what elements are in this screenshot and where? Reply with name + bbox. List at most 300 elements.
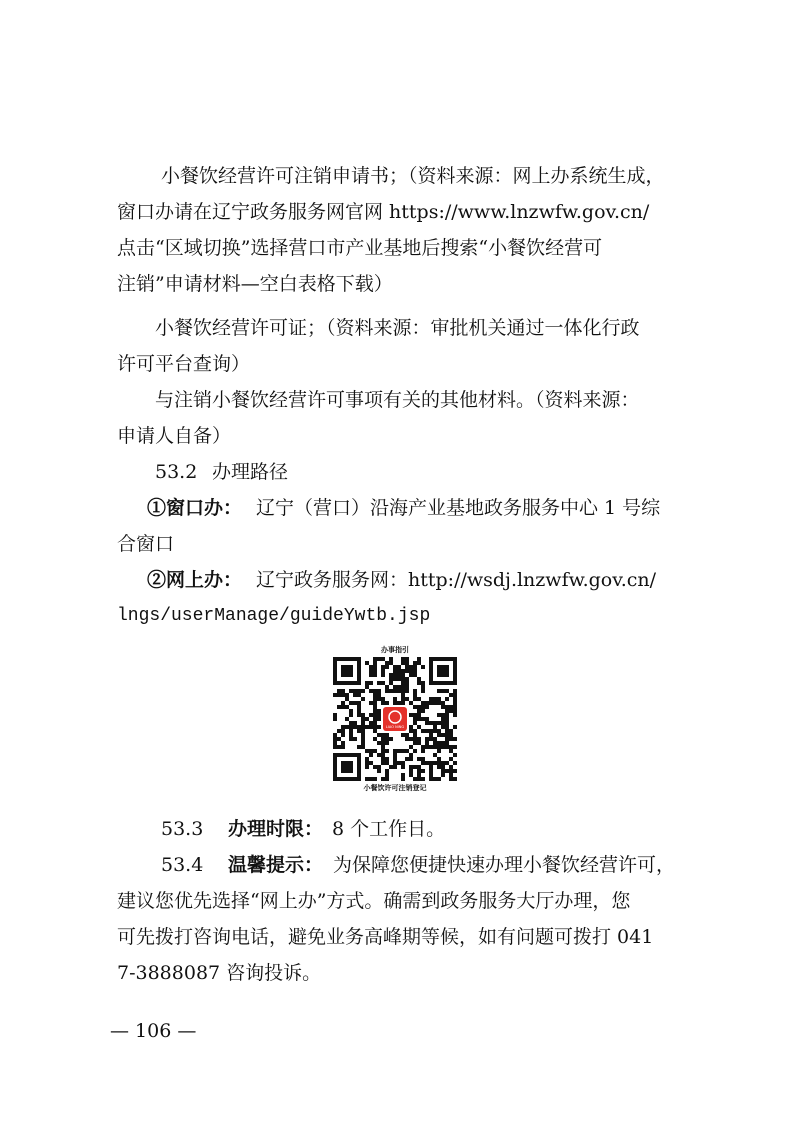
qr-module <box>429 737 433 741</box>
qr-module <box>417 657 421 661</box>
qr-module <box>441 741 445 745</box>
qr-module <box>445 761 449 765</box>
qr-module <box>333 737 337 741</box>
qr-module <box>385 689 389 693</box>
paragraph-text: 与注销小餐饮经营许可事项有关的其他材料。（资料来源： <box>155 389 640 411</box>
qr-module <box>393 665 397 669</box>
qr-module <box>357 729 361 733</box>
qr-module <box>349 721 353 725</box>
paragraph-text: 许可平台查询） <box>117 353 251 375</box>
qr-module <box>369 761 373 765</box>
qr-module <box>445 737 449 741</box>
qr-code[interactable] <box>333 657 457 781</box>
qr-module <box>333 713 337 717</box>
qr-module <box>345 725 349 729</box>
qr-module <box>437 757 441 761</box>
qr-module <box>445 717 449 721</box>
qr-module <box>401 677 405 681</box>
qr-module <box>417 765 421 769</box>
qr-module <box>373 729 377 733</box>
qr-module <box>373 705 377 709</box>
qr-module <box>349 729 353 733</box>
qr-module <box>353 737 357 741</box>
qr-module <box>405 677 409 681</box>
qr-module <box>421 757 425 761</box>
qr-module <box>429 729 433 733</box>
qr-module <box>373 673 377 677</box>
qr-module <box>401 685 405 689</box>
qr-module <box>337 705 341 709</box>
qr-module <box>449 693 453 697</box>
qr-module <box>409 765 413 769</box>
qr-module <box>361 717 365 721</box>
qr-module <box>373 777 377 781</box>
qr-module <box>377 725 381 729</box>
qr-module <box>393 701 397 705</box>
qr-module <box>409 665 413 669</box>
qr-module <box>441 721 445 725</box>
qr-module <box>453 725 457 729</box>
qr-module <box>393 765 397 769</box>
qr-module <box>449 737 453 741</box>
qr-module <box>449 749 453 753</box>
qr-module <box>365 749 369 753</box>
qr-module <box>389 765 393 769</box>
qr-module <box>385 737 389 741</box>
qr-module <box>381 741 385 745</box>
qr-module <box>449 709 453 713</box>
section-label: 温馨提示： <box>228 854 324 876</box>
qr-module <box>429 769 433 773</box>
qr-module <box>445 721 449 725</box>
qr-module <box>421 761 425 765</box>
qr-module <box>385 733 389 737</box>
qr-module <box>389 737 393 741</box>
qr-module <box>413 713 417 717</box>
paragraph-text: 建议您优先选择“网上办”方式。确需到政务服务大厅办理，您 <box>117 890 631 912</box>
qr-module <box>433 741 437 745</box>
qr-module <box>421 709 425 713</box>
qr-module <box>409 745 413 749</box>
qr-module <box>369 673 373 677</box>
qr-module <box>417 737 421 741</box>
qr-module <box>417 697 421 701</box>
qr-module <box>381 777 385 781</box>
qr-module <box>417 777 421 781</box>
qr-module <box>449 757 453 761</box>
qr-module <box>413 729 417 733</box>
paragraph-text: 合窗口 <box>117 533 175 555</box>
qr-module <box>417 769 421 773</box>
qr-module <box>369 713 373 717</box>
qr-module <box>425 737 429 741</box>
qr-module <box>433 721 437 725</box>
qr-module <box>441 717 445 721</box>
qr-module <box>385 777 389 781</box>
qr-module <box>429 721 433 725</box>
qr-module <box>417 677 421 681</box>
qr-module <box>429 777 433 781</box>
qr-module <box>393 753 397 757</box>
qr-module <box>357 693 361 697</box>
qr-finder-center <box>341 761 353 773</box>
qr-module <box>349 713 353 717</box>
qr-module <box>401 749 405 753</box>
qr-module <box>401 669 405 673</box>
qr-module <box>341 693 345 697</box>
qr-module <box>445 697 449 701</box>
qr-module <box>373 721 377 725</box>
qr-module <box>373 749 377 753</box>
qr-module <box>393 761 397 765</box>
qr-module <box>385 757 389 761</box>
qr-module <box>385 773 389 777</box>
qr-module <box>437 721 441 725</box>
qr-module <box>413 665 417 669</box>
qr-module <box>377 681 381 685</box>
online-label: ②网上办： <box>147 569 243 591</box>
qr-module <box>373 693 377 697</box>
paragraph-text: 7-3888087 咨询投诉。 <box>117 962 322 984</box>
qr-module <box>409 753 413 757</box>
qr-module <box>349 733 353 737</box>
qr-module <box>397 761 401 765</box>
qr-module <box>357 705 361 709</box>
qr-module <box>361 725 365 729</box>
qr-module <box>417 709 421 713</box>
qr-module <box>385 761 389 765</box>
qr-module <box>401 761 405 765</box>
qr-module <box>453 705 457 709</box>
qr-module <box>437 713 441 717</box>
qr-module <box>425 701 429 705</box>
qr-module <box>453 709 457 713</box>
qr-module <box>437 697 441 701</box>
qr-module <box>357 725 361 729</box>
qr-module <box>369 749 373 753</box>
qr-module <box>373 689 377 693</box>
qr-module <box>361 745 365 749</box>
qr-finder-center <box>341 665 353 677</box>
qr-module <box>349 737 353 741</box>
qr-module <box>441 765 445 769</box>
qr-module <box>417 681 421 685</box>
qr-module <box>409 701 413 705</box>
window-text: 辽宁（营口）沿海产业基地政务服务中心 1 号综 <box>256 497 661 519</box>
qr-module <box>429 761 433 765</box>
qr-module <box>385 685 389 689</box>
qr-module <box>433 729 437 733</box>
qr-module <box>445 705 449 709</box>
qr-module <box>409 757 413 761</box>
qr-module <box>453 777 457 781</box>
qr-module <box>401 773 405 777</box>
qr-module <box>453 701 457 705</box>
qr-module <box>453 753 457 757</box>
qr-module <box>333 745 337 749</box>
qr-module <box>453 761 457 765</box>
qr-module <box>337 729 341 733</box>
qr-module <box>369 725 373 729</box>
qr-module <box>353 689 357 693</box>
qr-module <box>369 721 373 725</box>
qr-module <box>437 701 441 705</box>
qr-module <box>341 733 345 737</box>
qr-module <box>437 741 441 745</box>
qr-module <box>393 685 397 689</box>
qr-module <box>413 705 417 709</box>
qr-module <box>453 697 457 701</box>
qr-module <box>441 769 445 773</box>
qr-module <box>437 749 441 753</box>
qr-module <box>349 689 353 693</box>
qr-module <box>413 661 417 665</box>
qr-module <box>409 673 413 677</box>
qr-module <box>433 697 437 701</box>
qr-module <box>377 717 381 721</box>
qr-module <box>421 729 425 733</box>
qr-module <box>449 773 453 777</box>
qr-module <box>369 669 373 673</box>
qr-module <box>361 721 365 725</box>
qr-module <box>357 713 361 717</box>
qr-module <box>353 721 357 725</box>
qr-module <box>385 661 389 665</box>
qr-module <box>421 701 425 705</box>
qr-module <box>373 717 377 721</box>
qr-module <box>389 673 393 677</box>
qr-module <box>425 741 429 745</box>
qr-module <box>357 745 361 749</box>
qr-module <box>385 749 389 753</box>
qr-module <box>377 741 381 745</box>
qr-module <box>433 725 437 729</box>
qr-module <box>413 733 417 737</box>
qr-module <box>413 697 417 701</box>
qr-module <box>433 745 437 749</box>
qr-module <box>365 685 369 689</box>
qr-module <box>377 689 381 693</box>
qr-module <box>405 669 409 673</box>
qr-module <box>437 761 441 765</box>
qr-module <box>373 701 377 705</box>
qr-module <box>441 761 445 765</box>
qr-module <box>377 697 381 701</box>
qr-module <box>437 777 441 781</box>
qr-module <box>453 713 457 717</box>
qr-module <box>421 705 425 709</box>
qr-module <box>401 777 405 781</box>
qr-module <box>333 693 337 697</box>
qr-module <box>389 657 393 661</box>
qr-finder-center <box>437 665 449 677</box>
qr-module <box>425 729 429 733</box>
qr-module <box>453 745 457 749</box>
qr-module <box>437 729 441 733</box>
qr-module <box>413 673 417 677</box>
qr-module <box>441 725 445 729</box>
qr-module <box>429 701 433 705</box>
qr-module <box>441 745 445 749</box>
qr-module <box>365 777 369 781</box>
qr-module <box>381 697 385 701</box>
qr-module <box>381 701 385 705</box>
qr-module <box>421 681 425 685</box>
qr-module <box>345 705 349 709</box>
qr-module <box>437 733 441 737</box>
qr-module <box>413 689 417 693</box>
qr-module <box>389 661 393 665</box>
qr-module <box>365 765 369 769</box>
qr-module <box>421 689 425 693</box>
qr-module <box>373 661 377 665</box>
qr-module <box>405 665 409 669</box>
qr-module <box>361 713 365 717</box>
qr-module <box>341 705 345 709</box>
qr-module <box>337 689 341 693</box>
qr-module <box>441 705 445 709</box>
qr-module <box>433 737 437 741</box>
qr-module <box>405 757 409 761</box>
qr-module <box>445 709 449 713</box>
qr-module <box>349 701 353 705</box>
qr-module <box>441 773 445 777</box>
qr-module <box>341 741 345 745</box>
qr-module <box>445 729 449 733</box>
qr-module <box>365 681 369 685</box>
qr-module <box>449 733 453 737</box>
qr-module <box>373 709 377 713</box>
qr-module <box>361 689 365 693</box>
qr-module <box>353 725 357 729</box>
qr-module <box>357 709 361 713</box>
qr-module <box>433 777 437 781</box>
qr-module <box>421 685 425 689</box>
qr-module <box>405 689 409 693</box>
qr-module <box>349 709 353 713</box>
qr-module <box>425 705 429 709</box>
qr-module <box>389 689 393 693</box>
qr-module <box>373 657 377 661</box>
qr-module <box>333 733 337 737</box>
qr-module <box>349 725 353 729</box>
qr-module <box>421 745 425 749</box>
qr-module <box>397 689 401 693</box>
qr-module <box>393 689 397 693</box>
qr-module <box>397 673 401 677</box>
qr-module <box>381 669 385 673</box>
qr-module <box>405 697 409 701</box>
qr-module <box>409 669 413 673</box>
qr-module <box>417 713 421 717</box>
qr-module <box>409 729 413 733</box>
qr-module <box>377 733 381 737</box>
qr-module <box>441 733 445 737</box>
qr-module <box>417 741 421 745</box>
paragraph-text: 小餐饮经营许可证；（资料来源：审批机关通过一体化行政 <box>155 317 640 339</box>
qr-module <box>381 737 385 741</box>
qr-module <box>449 777 453 781</box>
qr-module <box>401 701 405 705</box>
qr-module <box>401 697 405 701</box>
qr-module <box>369 681 373 685</box>
qr-module <box>405 681 409 685</box>
qr-module <box>385 701 389 705</box>
qr-module <box>433 753 437 757</box>
qr-module <box>345 697 349 701</box>
qr-module <box>425 721 429 725</box>
qr-module <box>381 749 385 753</box>
qr-module <box>445 733 449 737</box>
qr-module <box>421 777 425 781</box>
qr-module <box>341 689 345 693</box>
qr-module <box>397 685 401 689</box>
qr-module <box>393 669 397 673</box>
qr-module <box>409 725 413 729</box>
qr-module <box>409 737 413 741</box>
qr-module <box>397 749 401 753</box>
qr-module <box>421 769 425 773</box>
qr-module <box>393 673 397 677</box>
qr-module <box>445 689 449 693</box>
qr-module <box>333 717 337 721</box>
qr-module <box>369 701 373 705</box>
qr-module <box>377 765 381 769</box>
section-number: 53.2 <box>155 461 198 483</box>
qr-module <box>417 725 421 729</box>
qr-module <box>405 661 409 665</box>
qr-module <box>421 749 425 753</box>
qr-module <box>449 765 453 769</box>
qr-module <box>433 701 437 705</box>
qr-module <box>429 733 433 737</box>
qr-module <box>361 737 365 741</box>
qr-module <box>445 741 449 745</box>
qr-module <box>401 661 405 665</box>
qr-module <box>405 737 409 741</box>
qr-module <box>341 701 345 705</box>
qr-module <box>453 769 457 773</box>
qr-module <box>429 745 433 749</box>
qr-code-block <box>333 645 457 795</box>
qr-module <box>369 665 373 669</box>
qr-module <box>369 753 373 757</box>
qr-module <box>449 769 453 773</box>
qr-module <box>397 677 401 681</box>
qr-module <box>429 697 433 701</box>
qr-module <box>381 657 385 661</box>
section-number: 53.3 <box>161 818 204 840</box>
qr-module <box>445 725 449 729</box>
qr-module <box>441 701 445 705</box>
section-number: 53.4 <box>161 854 204 876</box>
qr-module <box>449 729 453 733</box>
qr-module <box>417 773 421 777</box>
qr-module <box>377 693 381 697</box>
qr-module <box>381 757 385 761</box>
window-label: ①窗口办： <box>147 497 243 519</box>
qr-module <box>425 717 429 721</box>
qr-module <box>361 697 365 701</box>
qr-module <box>341 725 345 729</box>
qr-module <box>357 689 361 693</box>
qr-caption: 小餐饮许可注销登记 <box>363 784 427 792</box>
qr-module <box>413 737 417 741</box>
qr-module <box>381 753 385 757</box>
qr-module <box>381 673 385 677</box>
qr-module <box>405 685 409 689</box>
qr-module <box>397 669 401 673</box>
